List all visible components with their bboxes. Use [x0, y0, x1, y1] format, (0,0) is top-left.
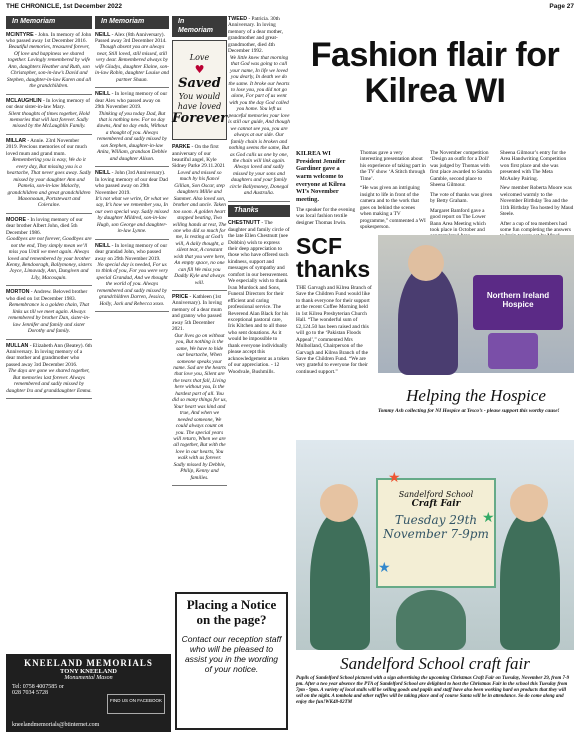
heart-icon: ♥: [194, 62, 205, 76]
notice-item: [228, 16, 290, 197]
memorial-frame-image: [172, 40, 227, 140]
scf-thanks-article: [296, 235, 372, 395]
notice-name: NEILL: [95, 31, 111, 38]
notice-name: MILLAR: [6, 137, 27, 144]
placing-heading: Placing a Notice on the page?: [186, 597, 277, 627]
article-lead: KILREA WI President Jennifer Gardiner gave a warm welcome to everyone at Kilrea WI’s November meeting.: [296, 150, 346, 204]
sandelford-photo: [296, 440, 574, 650]
divider: [6, 134, 92, 135]
hospice-caption: Tommy Ash collecting for NI Hospice at Tesco’s - please support this worthy cause!: [378, 408, 560, 414]
divider: [6, 285, 92, 286]
notice-name: NEILL: [95, 242, 111, 249]
pupil-figure: [396, 590, 466, 650]
notice-list: [228, 220, 290, 375]
in-memoriam-column-1: [6, 16, 92, 652]
in-memoriam-column-3: [172, 16, 227, 576]
sign-fair: Craft Fair: [411, 499, 461, 509]
notice-verse: Thinking of you today Dad, But that is nothing new. For no day dawns, And no day ends, Without a thought of you. Always remembered and sadly missed by son Stephen, daughter-in-law Anita, William, grandson Debbie and daughter Alison.: [96, 110, 168, 162]
notice-text: - John. In memory of John who passed away 1st December 2016.: [6, 31, 92, 44]
notice-text: - In loving memory of our dear sister-in-law Mary.: [6, 97, 91, 111]
scf-heading: SCF thanks: [296, 233, 371, 282]
notice-text: - Kathleen (1st Anniversary). In loving memory of a dear mum and granny who passed away 5th December 2021.: [172, 294, 222, 333]
notice-text: - John (3rd Anniversary). In loving memory of our dear Dad who passed away on 29th November 2019.: [95, 170, 168, 196]
star-icon: ★: [482, 511, 495, 526]
divider: [228, 201, 290, 202]
notice-verse: No special day is needed, For us to think of you, For you were very special Grandad, And we thought the world of you. Always remembered and sadly missed by grandchildren Darren, Jessica, Holly, Jack and Rebecca xoxo.: [96, 262, 168, 307]
divider: [95, 166, 169, 167]
notice-verse: Our lives go on without you, But nothing is the same, We have to hide our heartache, When someone speaks your name. Sad are the hearts that love you, Silent are the tears that fall, Living here without you, Is the hardest part of all. You did so many things for us, Your heart was kind and true, And when we needed someone, We could always count on you. The special years will return, When we are all together, But with the love in our hearts, You walk with us forever. Sadly missed by Debbie, Philip, Kenny and families.: [172, 332, 227, 481]
article-column-2: [360, 150, 426, 230]
notice-item: [172, 144, 227, 286]
divider: [95, 311, 169, 312]
notice-text: - On the first anniversary of our beautiful angel, Kyle Sidney Parke 29.11.2021: [172, 144, 226, 170]
notice-item: [95, 91, 169, 162]
kneeland-memorials-ad: [6, 654, 171, 732]
notice-item: [6, 32, 92, 90]
placing-body: Contact our reception staff who will be pleased to assist you in the wording of your notice.: [181, 633, 282, 674]
divider: [95, 239, 169, 240]
in-memoriam-column-2: [95, 16, 169, 636]
page-header: [6, 3, 574, 13]
notice-item: [95, 243, 169, 308]
divider: [6, 94, 92, 95]
notice-name: PRICE: [172, 294, 189, 301]
hospice-heading: Helping the Hospice: [406, 386, 546, 405]
notice-name: MULLAN: [6, 342, 29, 349]
notice-item: [6, 343, 92, 395]
divider: [95, 87, 169, 88]
ad-phone-1: Tel: 0758 4007585 or: [12, 684, 64, 690]
ad-email: kneelandmemorials@btinternet.com: [12, 722, 100, 728]
article-paragraph: Margaret Bamford gave a good report on The Lower Bann Area Meeting which took place in October and: [430, 207, 486, 233]
divider: [6, 213, 92, 214]
in-memoriam-heading: In Memoriam: [6, 16, 92, 29]
hospice-photo: [378, 235, 574, 373]
craft-fair-sign: [376, 478, 496, 588]
ad-owner: TONY KNEELAND: [60, 668, 117, 675]
frame-text-bottom: You would have loved: [177, 91, 222, 111]
person-head: [408, 245, 444, 281]
notice-name: PARKE: [172, 144, 191, 151]
notice-text: - In loving memory of our dear brother Albert John, died 5th December 1986.: [6, 216, 83, 236]
divider: [172, 485, 227, 486]
notice-name: MCINTYRE: [6, 31, 34, 38]
notice-item: [228, 220, 290, 375]
star-icon: ★: [388, 471, 401, 486]
divider: [6, 339, 92, 340]
notice-item: [6, 98, 92, 130]
pupil-figure: [500, 510, 560, 650]
sandelford-heading: Sandelford School craft fair: [340, 654, 530, 673]
notice-item: [95, 32, 169, 84]
article-column-1: [296, 150, 356, 230]
article-column-3: [430, 150, 496, 233]
notice-text: - Annie. 23rd November 2019. Precious memories of our much loved mum and grand mum.: [6, 137, 87, 157]
article-paragraph: After a cup of tea members had some fun completing the answers: [500, 220, 571, 233]
notice-text: - In loving memory of our dear Alex who passed away on 29th November 2019.: [95, 91, 168, 111]
sign-school: Sandelford School: [398, 490, 474, 499]
article-column-4: [500, 150, 574, 233]
article-paragraph: The vote of thanks was given by Betty Graham.: [430, 191, 493, 205]
notice-text: - Elizabeth Ann (Beatey). 6th Anniversary. In loving memory of a dear mother and grandmother who passed away 3rd December 2016.: [6, 342, 92, 368]
thanks-heading: Thanks: [228, 205, 290, 218]
in-memoriam-column-4: [228, 16, 290, 600]
notice-verse: Remembering you is easy, We do it every day, But missing you is a heartache, That never goes away. Sadly missed by your daughter Ann and Pamela, son-in-law Malachy, grandchildren and great grandchildren Maoonoaun, Portstewart and Coleraine.: [6, 157, 92, 209]
article-paragraph: New member Roberta Moore was welcomed warmly to the November Birthday Tea and the 11th Birthday Tea hosted by Maud Steele.: [500, 185, 574, 218]
notice-verse: Though absent you are always near, Still loved, still missed, still very dear. Remembered always by wife Gladys, daughter Elaine, son-in-law Robin, daughter Louise and partner Shaun.: [95, 44, 170, 83]
collection-bucket: [488, 333, 538, 369]
notice-verse: We little knew that morning that God was going to call your name, In life we loved you dearly, In death we do the same. It broke our hearts to lose you, you did not go alone, For part of us went with you the day God called you home. You left us peaceful memories your love is still our guide, And though we cannot see you, you are always at our side. Our family chain is broken and nothing seems the same, But as God calls us one by one, the chain will link again. Always loved and sadly missed by your sons and daughters and your family circle Ballymoney, Donegal and Australia.: [228, 54, 290, 197]
notice-name: CHESTNUTT: [228, 220, 261, 227]
notice-name: NEILL: [95, 91, 111, 98]
notice-item: [6, 138, 92, 209]
notice-verse: Goodbyes are not forever, Goodbyes are not the end, They simply mean we’ll miss you Until we meet again. Always loved and remembered by your brother Kenny, Bendooragh, Ballymoney, sisters Joyce, Limavady, Ann, Dungiven and Lily, Macosquin.: [6, 236, 92, 281]
notice-name: TWEED: [228, 16, 248, 22]
header-left: THE CHRONICLE, 1st December 2022: [6, 3, 122, 10]
article-headline: Fashion flair for Kilrea WI: [310, 36, 560, 110]
notice-verse: Silent thoughts of times together, Hold memories that will last forever. Sadly missed by the McLaughlin Family.: [8, 110, 90, 130]
notice-item: [6, 217, 92, 282]
placing-notice-box: [175, 592, 288, 730]
pupil-head: [320, 484, 358, 522]
notice-item: [95, 170, 169, 235]
notice-name: NEILL: [95, 170, 111, 177]
notice-text: - Patricia. 30th Anniversary. In loving memory of a dear mother, grandmother and great-grandmother, died 4th December 1992.: [228, 16, 283, 55]
ad-subtitle: Monumental Mason: [64, 675, 113, 681]
notice-name: MOORE: [6, 216, 27, 223]
article-paragraph: Sheena Gilmour’s entry for the Area Handwriting Competition won first place and she was presented with The Meta McAuley Pairing.: [500, 150, 567, 182]
frame-text-mid: Saved: [178, 76, 221, 92]
in-memoriam-heading: In Memoriam: [95, 16, 169, 29]
notice-name: MCLAUGHLIN: [6, 97, 42, 104]
notice-verse: Remembrance is a golden chain, That links us till we meet again. Always remembered by brother Dan, sister-in-law Jennifer and family and sister Dorothy and family.: [8, 302, 90, 335]
header-right: Page 27: [549, 3, 574, 10]
notice-list: [95, 32, 169, 313]
notice-verse: It’s not what we write, Or what we say, It’s how we remember you, In our own special way. Sadly missed by daughter Mildred, son-in-law Hugh, son George and daughter-in-law Lynne.: [95, 195, 169, 235]
divider: [172, 290, 227, 291]
sandelford-caption: Pupils of Sandelford School pictured with a sign advertising the upcoming Christmas Craft Fair on Tuesday, November 29, from 7-9 pm. After a two year absence the PTA of Sandelford School are delighted to host the Christmas Fair in the school this Tuesday from 7pm - 9pm. A variety of local stalls will be selling goods and pupils and staff have also been working hard on products that they will sell on the night. A tombola and other raffles will be taking place and of course Santa will be in attendance. So do come along and enjoy the fun!WK48-02TM: [296, 676, 570, 705]
ad-title: KNEELAND MEMORIALS: [24, 658, 153, 668]
star-icon: ★: [378, 561, 391, 576]
divider: [6, 398, 92, 399]
notice-text: - The daughter and family circle of the late Ellen Chestnutt (nee Dobbin) wish to express their deep appreciation to those who have offered such kindness, support and messages of sympathy and comfort in our bereavement. We especially wish to thank Ivan Murdock and Sons, Funeral Directors for their efficient and caring professional service. The Reverend Alan Black for his exceptional pastoral care, Iris Kitchen and to all those who sent donations. As it would be impossible to thank everyone individually please accept this acknowledgement as a token of our appreciation. - 12 Woodvale, Bushmills.: [228, 220, 290, 375]
sign-time: November 7-9pm: [383, 527, 489, 541]
notice-text: - Andrew. Beloved brother who died on 1st December 1983.: [6, 289, 88, 302]
ad-phone-2: 028 7034 5728: [12, 690, 48, 696]
sign-date: Tuesday 29th: [394, 513, 478, 527]
notice-verse: Beautiful memories, treasured forever, Of love and happiness we shared together. Lovingly remembered by wife Ann, daughters Heather and Ruth, son Christopher, son-in-law’s David and Stephen, daughter-in-law Karen and all the grandchildren.: [6, 44, 92, 90]
notice-text: - In loving memory of our dear grandad John, who passed away on 29th November 2019.: [95, 242, 168, 262]
pupil-head: [510, 484, 548, 522]
facebook-badge: FIND US ON FACEBOOK: [107, 694, 165, 714]
notice-item: [6, 289, 92, 334]
pupil-figure: [310, 510, 370, 650]
notice-verse: Loved and missed so much by his fiancé Gillian, Son Oscar, step daughters Millie and Summer. Also loved son, brother and uncle. Taken too soon. A golden heart stopped beating, Two willing hands at rest, The one who did so much for me, Is resting at God’s will, A daily thought, a silent tear, A constant wish that you were here, An empty space, no one can fill We miss you Daddy Kyle and always will.: [172, 169, 227, 286]
person-figure: [398, 265, 458, 375]
notice-text: - Alex (8th Anniversary). Passed away 3rd December 2014.: [95, 31, 167, 44]
notice-item: [172, 294, 227, 481]
article-paragraph: “He was given an intriguing insight to life in front of the camera and to the work that goes on behind the scenes when making a TV programme,” commented a WI spokesperson.: [360, 185, 426, 230]
hospice-sign: Northern Ireland Hospice: [473, 275, 563, 330]
notice-list: [172, 144, 227, 486]
notice-verse: The days are gone we shared together, But memories last forever. Always remembered and sadly missed by daughter Ira and granddaughter Emma.: [6, 368, 92, 394]
notice-list: [6, 32, 92, 400]
notice-list: [228, 16, 290, 202]
frame-text-top: Love: [189, 52, 210, 62]
in-memoriam-heading: In Memoriam: [172, 16, 227, 37]
article-paragraph: The November competition ‘Design an outfit for a Doll’ was judged by Thomas with first place awarded to Sandra Gamble, second place to Sheena Gilmour.: [430, 150, 492, 189]
scf-body: THE Garvagh and Kilrea Branch of Save the Children Fund would like to thank everyone for their support at the recent Coffee Morning held in 1st Kilrea Presbyterian Church Hall. “The wonderful sum of £2,124.50 has been raised and this will go to the ‘Pakistan Floods Appeal’,” commented Mrs Mulholland, Chairperson of the Garvagh and Kilrea Branch of the Save the Children Fund. “We are very grateful to everyone for their continued support.”: [296, 285, 372, 375]
article-paragraph: Thomas gave a very interesting presentation about his experience of taking part in the TV show ‘A Stitch through Time’.: [360, 150, 426, 182]
frame-text-end: Forever: [172, 111, 227, 127]
article-paragraph: The speaker for the evening was local fashion textile designer Thomas Irwin.: [296, 206, 356, 226]
notice-name: MORTON: [6, 289, 30, 296]
